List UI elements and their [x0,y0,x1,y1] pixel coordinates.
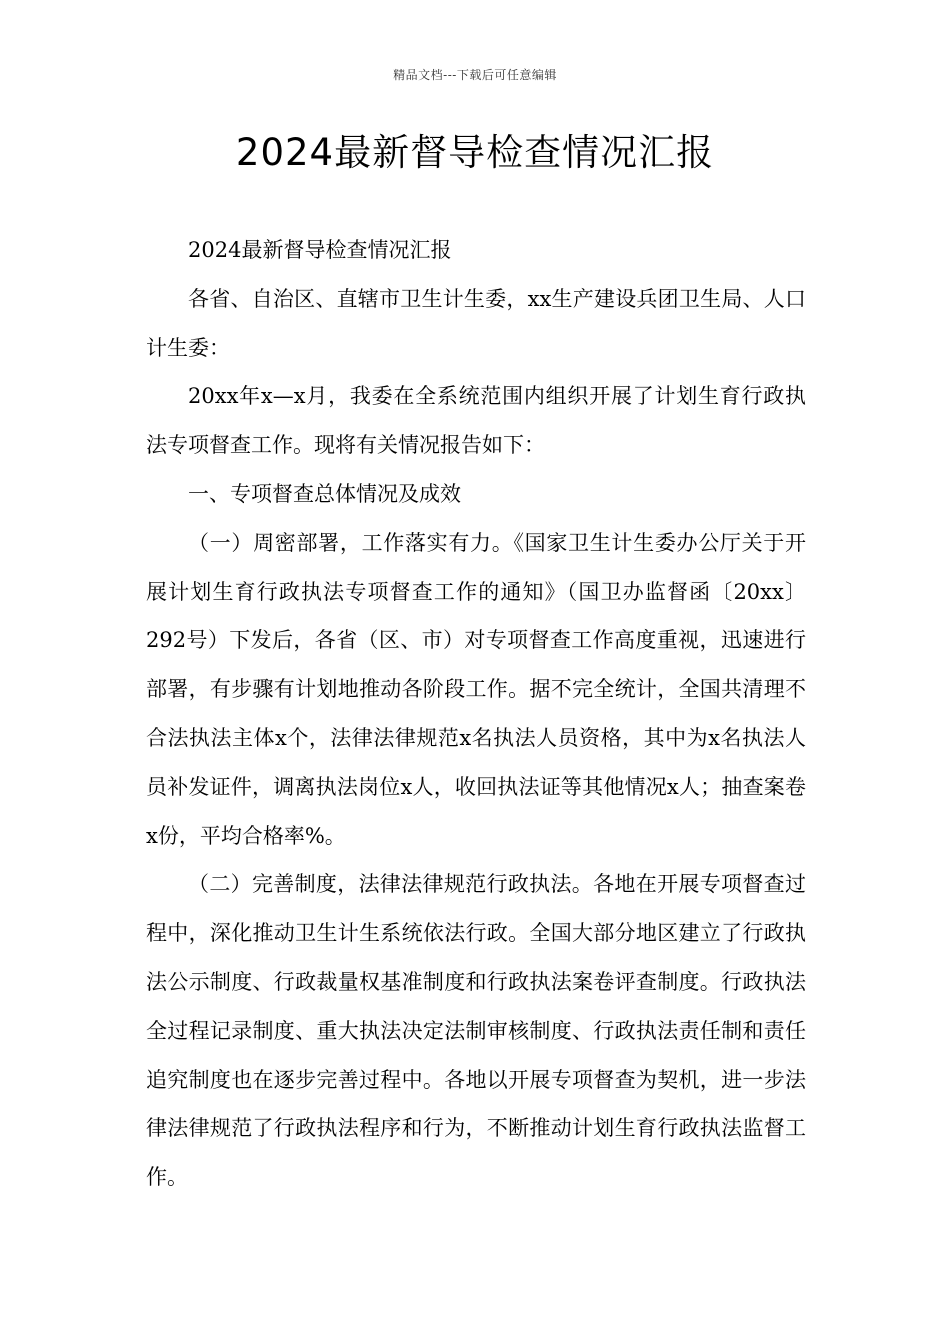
document-body [146,226,806,1202]
paragraph-systems: （二）完善制度，法律法律规范行政执法。各地在开展专项督查过程中，深化推动卫生计生系统依法行政。全国大部分地区建立了行政执法公示制度、行政裁量权基准制度和行政执法案卷评查制度。行政执法全过程记录制度、重大执法决定法制审核制度、行政执法责任制和责任追究制度也在逐步完善过程中。各地以开展专项督查为契机，进一步法律法律规范了行政执法程序和行为，不断推动计划生育行政执法监督工作。 [146,872,806,1190]
paragraph-salutation: 各省、自治区、直辖市卫生计生委，xx生产建设兵团卫生局、人口计生委： [146,286,806,360]
header-note: 精品文档---下载后可任意编辑 [393,68,557,82]
paragraph-subtitle: 2024最新督导检查情况汇报 [188,238,452,262]
document-title: 2024最新督导检查情况汇报 [235,131,715,174]
paragraph-deployment: （一）周密部署，工作落实有力。《国家卫生计生委办公厅关于开展计划生育行政执法专项督查工作的通知》（国卫办监督函〔20xx〕292号）下发后，各省（区、市）对专项督查工作高度重视，迅速进行部署，有步骤有计划地推动各阶段工作。据不完全统计，全国共清理不合法执法主体x个，法律法律规范x名执法人员资格，其中为x名执法人员补发证件，调离执法岗位x人，收回执法证等其他情况x人；抽查案卷x份，平均合格率%。 [146,530,806,848]
section-heading: 一、专项督查总体情况及成效 [188,481,461,506]
paragraph-intro: 20xx年x—x月，我委在全系统范围内组织开展了计划生育行政执法专项督查工作。现将有关情况报告如下： [146,384,806,458]
